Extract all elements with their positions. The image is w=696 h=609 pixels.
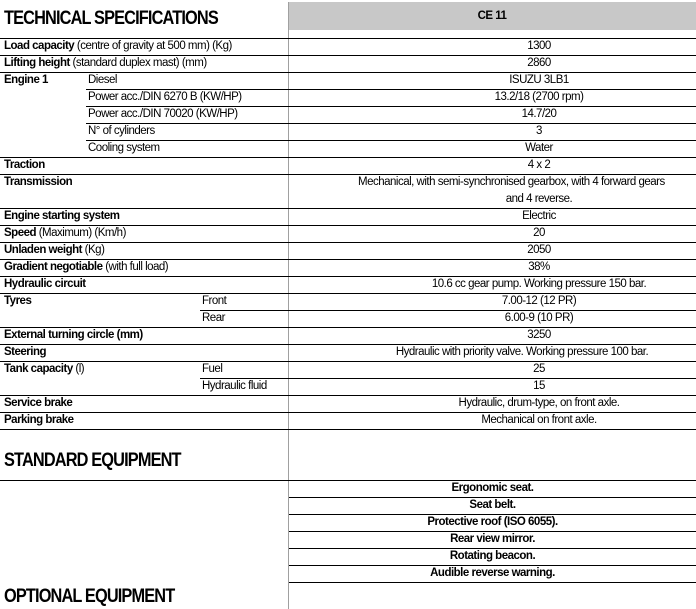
standard-equipment-item: Audible reverse warning. bbox=[430, 567, 555, 579]
value: 3250 bbox=[527, 329, 551, 341]
standard-equipment-item: Rotating beacon. bbox=[449, 550, 536, 562]
row-rule bbox=[0, 412, 696, 413]
technical-specifications-heading: TECHNICAL SPECIFICATIONS bbox=[4, 8, 218, 29]
model-column-header: CE 11 bbox=[288, 2, 696, 30]
value: 3 bbox=[536, 125, 542, 137]
row-rule bbox=[0, 225, 696, 226]
engine-label: Engine 1 bbox=[4, 74, 48, 86]
standard-equipment-heading: STANDARD EQUIPMENT bbox=[4, 450, 181, 471]
row-rule bbox=[0, 55, 696, 56]
value: Hydraulic, drum-type, on front axle. bbox=[458, 397, 620, 409]
value: 6.00-9 (10 PR) bbox=[504, 312, 574, 324]
standard-equipment-item: Ergonomic seat. bbox=[451, 482, 534, 494]
label: Steering bbox=[4, 346, 47, 358]
row-rule bbox=[0, 344, 696, 345]
label-detail: (Kg) bbox=[81, 244, 105, 256]
value: 14.7/20 bbox=[521, 108, 557, 120]
label: Load capacity bbox=[4, 40, 75, 52]
value: 20 bbox=[533, 227, 545, 239]
row-rule bbox=[0, 293, 696, 294]
label: Service brake bbox=[4, 397, 73, 409]
row-rule bbox=[0, 276, 696, 277]
row-rule bbox=[86, 140, 696, 141]
value: 2050 bbox=[527, 244, 551, 256]
sub-label: Fuel bbox=[202, 363, 223, 375]
value: Mechanical on front axle. bbox=[481, 414, 597, 426]
label-detail: (centre of gravity at 500 mm) (Kg) bbox=[74, 40, 232, 52]
value: Water bbox=[525, 142, 553, 154]
row-rule bbox=[0, 208, 696, 209]
label: Hydraulic circuit bbox=[4, 278, 86, 290]
label: Engine starting system bbox=[4, 210, 120, 222]
row-rule bbox=[0, 361, 696, 362]
value: 25 bbox=[533, 363, 545, 375]
label: Traction bbox=[4, 159, 45, 171]
value: 2860 bbox=[527, 57, 551, 69]
sub-label: N° of cylinders bbox=[88, 125, 155, 137]
row-rule bbox=[289, 497, 696, 498]
row-rule bbox=[0, 38, 696, 39]
label: Transmission bbox=[4, 176, 73, 188]
sub-label: Hydraulic fluid bbox=[202, 380, 267, 392]
row-rule bbox=[289, 565, 696, 566]
tank-label: Tank capacity bbox=[4, 363, 73, 375]
row-rule bbox=[0, 174, 696, 175]
sub-label: Cooling system bbox=[88, 142, 160, 154]
row-rule bbox=[0, 259, 696, 260]
row-rule bbox=[0, 242, 696, 243]
value: 4 x 2 bbox=[527, 159, 551, 171]
tyres-label: Tyres bbox=[4, 295, 32, 307]
row-rule bbox=[289, 582, 696, 583]
row-rule bbox=[86, 106, 696, 107]
value: 15 bbox=[533, 380, 545, 392]
row-rule bbox=[289, 514, 696, 515]
label-detail: (l) bbox=[72, 363, 85, 375]
label-detail: (Maximum) (Km/h) bbox=[36, 227, 126, 239]
label: External turning circle (mm) bbox=[4, 329, 143, 341]
standard-equipment-item: Seat belt. bbox=[469, 499, 516, 511]
row-rule bbox=[0, 72, 696, 73]
value-line-2: and 4 reverse. bbox=[505, 193, 573, 205]
sub-label: Diesel bbox=[88, 74, 117, 86]
value: Hydraulic with priority valve. Working pressure 100 bar. bbox=[395, 346, 649, 358]
value: Electric bbox=[522, 210, 556, 222]
row-rule bbox=[86, 89, 696, 90]
label: Unladen weight bbox=[4, 244, 82, 256]
value: 10.6 cc gear pump. Working pressure 150 bar. bbox=[431, 278, 647, 290]
value: 1300 bbox=[527, 40, 551, 52]
row-rule bbox=[289, 548, 696, 549]
standard-equipment-item: Rear view mirror. bbox=[450, 533, 535, 545]
value: 13.2/18 (2700 rpm) bbox=[494, 91, 584, 103]
row-rule bbox=[0, 480, 696, 481]
row-rule bbox=[200, 310, 696, 311]
label: Parking brake bbox=[4, 414, 74, 426]
sub-label: Front bbox=[202, 295, 227, 307]
row-rule bbox=[200, 378, 696, 379]
row-rule bbox=[86, 123, 696, 124]
label: Gradient negotiable bbox=[4, 261, 103, 273]
value-line-1: Mechanical, with semi-synchronised gearbox, with 4 forward gears bbox=[358, 176, 665, 188]
row-rule bbox=[0, 429, 696, 430]
standard-equipment-item: Protective roof (ISO 6055). bbox=[427, 516, 558, 528]
label-detail: (with full load) bbox=[102, 261, 169, 273]
value: 38% bbox=[528, 261, 550, 273]
sub-label: Power acc./DIN 6270 B (KW/HP) bbox=[88, 91, 242, 103]
row-rule bbox=[289, 531, 696, 532]
label: Speed bbox=[4, 227, 37, 239]
row-rule bbox=[0, 327, 696, 328]
value: 7.00-12 (12 PR) bbox=[501, 295, 577, 307]
sub-label: Power acc./DIN 70020 (KW/HP) bbox=[88, 108, 238, 120]
row-rule bbox=[0, 395, 696, 396]
value: ISUZU 3LB1 bbox=[509, 74, 569, 86]
optional-equipment-heading: OPTIONAL EQUIPMENT bbox=[4, 586, 175, 607]
row-rule bbox=[0, 157, 696, 158]
label: Lifting height bbox=[4, 57, 70, 69]
sub-label: Rear bbox=[202, 312, 225, 324]
label-detail: (standard duplex mast) (mm) bbox=[69, 57, 207, 69]
